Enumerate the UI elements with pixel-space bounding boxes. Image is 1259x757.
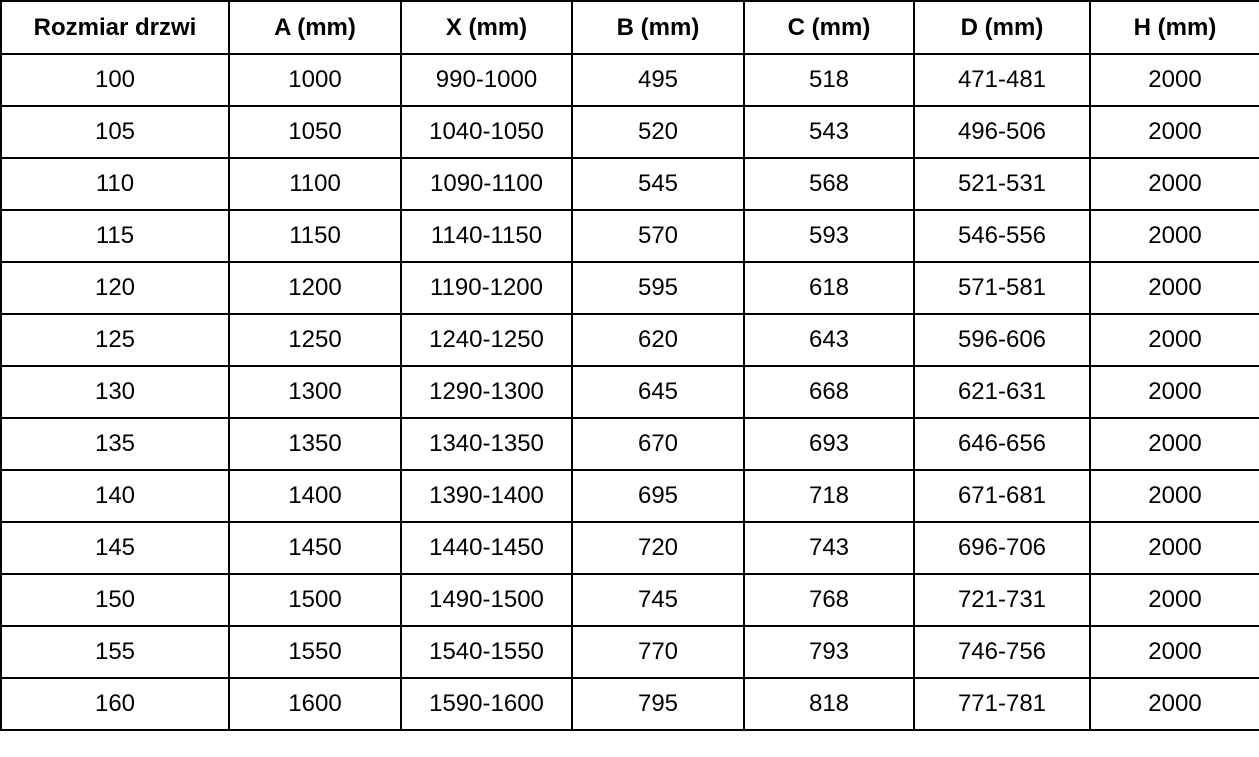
table-cell: 646-656 [914,418,1090,470]
table-row [1,418,1259,470]
table-cell: 643 [744,314,914,366]
table-cell: 1400 [229,470,401,522]
header-row [1,1,1259,54]
table-cell: 771-781 [914,678,1090,730]
table-cell: 518 [744,54,914,106]
table-cell: 160 [1,678,229,730]
table-cell: 2000 [1090,626,1259,678]
table-cell: 1100 [229,158,401,210]
table-cell: 1550 [229,626,401,678]
table-cell: 2000 [1090,158,1259,210]
table-cell: 1250 [229,314,401,366]
table-cell: 768 [744,574,914,626]
table-cell: 2000 [1090,54,1259,106]
table-cell: 746-756 [914,626,1090,678]
table-row [1,54,1259,106]
table-cell: 571-581 [914,262,1090,314]
table-cell: 155 [1,626,229,678]
table-cell: 671-681 [914,470,1090,522]
table-cell: 2000 [1090,314,1259,366]
table-cell: 1390-1400 [401,470,572,522]
table-cell: 770 [572,626,744,678]
column-header: A (mm) [229,1,401,54]
table-cell: 1300 [229,366,401,418]
table-cell: 795 [572,678,744,730]
table-cell: 1040-1050 [401,106,572,158]
table-row [1,158,1259,210]
table-cell: 1050 [229,106,401,158]
table-cell: 693 [744,418,914,470]
table-cell: 130 [1,366,229,418]
table-cell: 720 [572,522,744,574]
table-cell: 1590-1600 [401,678,572,730]
table-cell: 621-631 [914,366,1090,418]
table-cell: 990-1000 [401,54,572,106]
table-cell: 543 [744,106,914,158]
column-header: B (mm) [572,1,744,54]
table-cell: 668 [744,366,914,418]
table-cell: 1340-1350 [401,418,572,470]
table-cell: 1000 [229,54,401,106]
column-header: X (mm) [401,1,572,54]
column-header: D (mm) [914,1,1090,54]
table-cell: 618 [744,262,914,314]
table-cell: 1600 [229,678,401,730]
table-row [1,470,1259,522]
table-cell: 818 [744,678,914,730]
table-cell: 495 [572,54,744,106]
table-cell: 2000 [1090,210,1259,262]
table-cell: 1350 [229,418,401,470]
table-cell: 696-706 [914,522,1090,574]
table-cell: 520 [572,106,744,158]
table-row [1,314,1259,366]
table-cell: 570 [572,210,744,262]
table-cell: 568 [744,158,914,210]
table-cell: 135 [1,418,229,470]
table-cell: 1500 [229,574,401,626]
table-row [1,262,1259,314]
table-cell: 521-531 [914,158,1090,210]
table-cell: 2000 [1090,106,1259,158]
table-cell: 105 [1,106,229,158]
table-cell: 2000 [1090,522,1259,574]
table-cell: 1290-1300 [401,366,572,418]
table-cell: 596-606 [914,314,1090,366]
table-cell: 670 [572,418,744,470]
table-cell: 150 [1,574,229,626]
table-cell: 721-731 [914,574,1090,626]
table-cell: 1140-1150 [401,210,572,262]
table-cell: 1190-1200 [401,262,572,314]
table-cell: 140 [1,470,229,522]
table-row [1,366,1259,418]
table-cell: 645 [572,366,744,418]
table-cell: 593 [744,210,914,262]
table-cell: 100 [1,54,229,106]
table-cell: 120 [1,262,229,314]
table-row [1,626,1259,678]
table-cell: 793 [744,626,914,678]
table-cell: 1150 [229,210,401,262]
table-row [1,522,1259,574]
column-header: C (mm) [744,1,914,54]
table-cell: 743 [744,522,914,574]
table-cell: 471-481 [914,54,1090,106]
table-cell: 1450 [229,522,401,574]
table-row [1,210,1259,262]
table-cell: 115 [1,210,229,262]
column-header: H (mm) [1090,1,1259,54]
table-cell: 110 [1,158,229,210]
table-cell: 546-556 [914,210,1090,262]
table-cell: 2000 [1090,470,1259,522]
table-cell: 1440-1450 [401,522,572,574]
table-cell: 125 [1,314,229,366]
table-body [1,54,1259,730]
table-cell: 1090-1100 [401,158,572,210]
table-cell: 2000 [1090,366,1259,418]
table-cell: 745 [572,574,744,626]
table-cell: 545 [572,158,744,210]
table-cell: 2000 [1090,262,1259,314]
table-cell: 496-506 [914,106,1090,158]
table-cell: 2000 [1090,574,1259,626]
table-cell: 695 [572,470,744,522]
table-cell: 1200 [229,262,401,314]
table-cell: 620 [572,314,744,366]
column-header: Rozmiar drzwi [1,1,229,54]
table-cell: 145 [1,522,229,574]
table-row [1,678,1259,730]
table-cell: 1540-1550 [401,626,572,678]
table-cell: 718 [744,470,914,522]
table-cell: 1240-1250 [401,314,572,366]
table-cell: 1490-1500 [401,574,572,626]
table-row [1,574,1259,626]
table-cell: 2000 [1090,678,1259,730]
table-cell: 595 [572,262,744,314]
table-cell: 2000 [1090,418,1259,470]
table-row [1,106,1259,158]
